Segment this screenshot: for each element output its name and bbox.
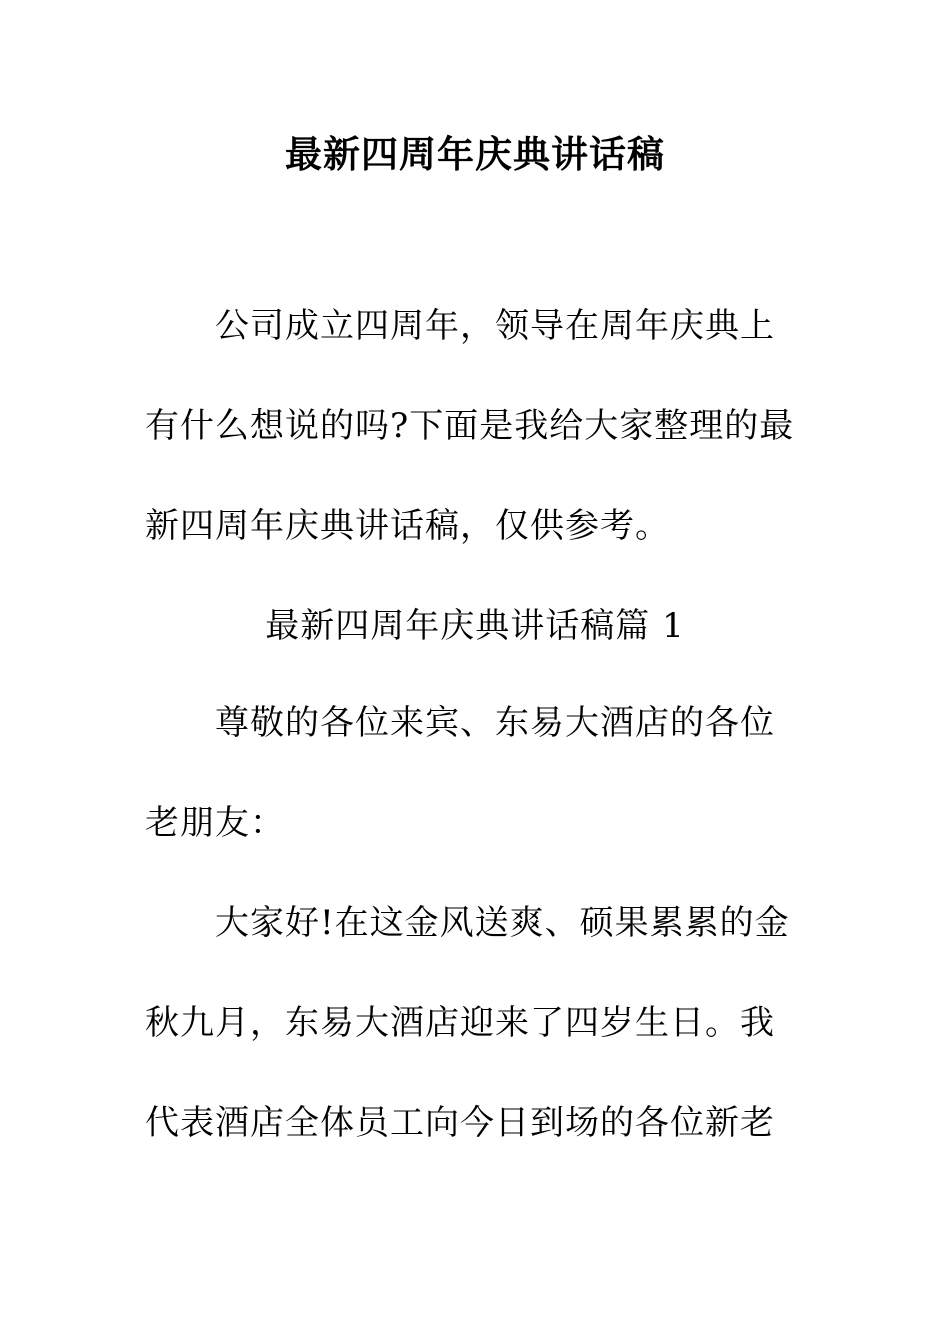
paragraph-line: 大家好!在这金风送爽、硕果累累的金	[215, 903, 790, 943]
paragraph-line: 新四周年庆典讲话稿，仅供参考。	[145, 506, 670, 546]
paragraph-line: 秋九月，东易大酒店迎来了四岁生日。我	[145, 1003, 775, 1043]
paragraph-line: 尊敬的各位来宾、东易大酒店的各位	[215, 703, 775, 743]
paragraph-line: 代表酒店全体员工向今日到场的各位新老	[145, 1103, 775, 1143]
paragraph-line: 老朋友：	[145, 803, 285, 843]
document-title: 最新四周年庆典讲话稿	[285, 132, 665, 176]
section-heading: 最新四周年庆典讲话稿篇 1	[265, 606, 685, 646]
paragraph-line: 公司成立四周年，领导在周年庆典上	[215, 306, 775, 346]
paragraph-line: 有什么想说的吗?下面是我给大家整理的最	[145, 406, 795, 446]
